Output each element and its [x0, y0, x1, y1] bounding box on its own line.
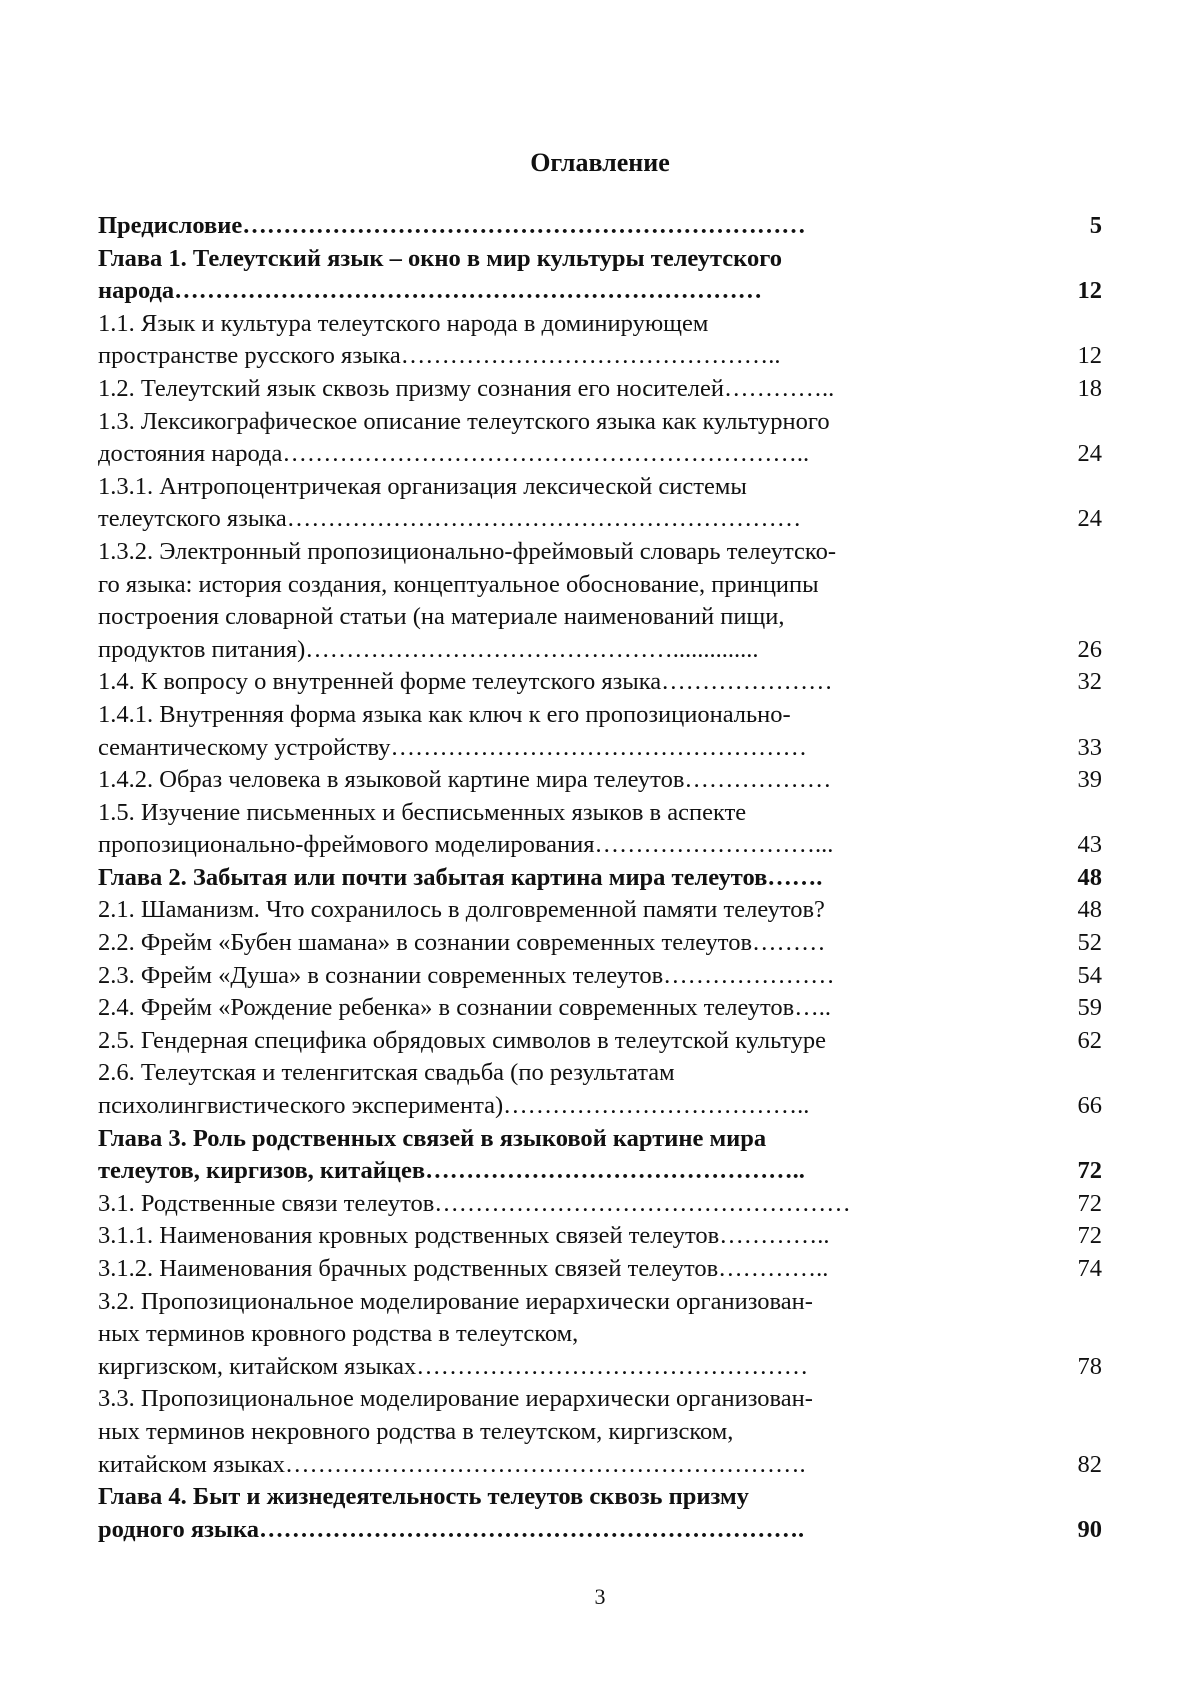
toc-entry-text: 3.3. Пропозициональное моделирование иерархически организован- — [98, 1385, 813, 1413]
toc-line — [98, 569, 1110, 602]
toc-page-number: 72 — [1077, 1222, 1102, 1250]
toc-page-number: 90 — [1077, 1515, 1102, 1543]
toc-line — [98, 1090, 1110, 1123]
toc-line — [98, 1383, 1110, 1416]
toc-line — [98, 862, 1110, 895]
toc-page-number: 72 — [1077, 1157, 1102, 1185]
toc-page-number: 12 — [1077, 277, 1102, 305]
toc-page-number-empty — [958, 569, 1110, 602]
toc-line — [98, 1514, 1110, 1547]
toc-page-number-empty — [958, 1481, 1110, 1514]
toc-page-number: 82 — [1077, 1450, 1102, 1478]
toc-page-number: 18 — [1077, 374, 1102, 402]
toc-entry-text: народа……………………………………………………………… — [98, 277, 763, 305]
toc-line — [98, 340, 1110, 373]
toc-page-number: 59 — [1077, 994, 1102, 1022]
toc-line — [98, 1188, 1110, 1221]
toc-page-number: 66 — [1077, 1092, 1102, 1120]
toc-page-number-empty — [958, 406, 1110, 439]
toc-line — [98, 1123, 1110, 1156]
toc-entry-text: 2.6. Телеутская и теленгитская свадьба (по результатам — [98, 1059, 675, 1087]
toc-page-number: 72 — [1077, 1189, 1102, 1217]
toc-page-number: 74 — [1077, 1255, 1102, 1282]
toc-entry-text: 3.1.2. Наименования брачных родственных связей телеутов………….. — [98, 1255, 829, 1282]
toc-line — [98, 1416, 1110, 1449]
toc-page-number-empty — [958, 699, 1110, 732]
toc-page-number: 48 — [1077, 863, 1102, 891]
toc-line — [98, 1253, 1110, 1286]
toc-entry-text: телеутов, киргизов, китайцев……………………………………….. — [98, 1157, 805, 1185]
toc-entry-text: пространстве русского языка……………………………………….. — [98, 342, 781, 370]
toc-line — [98, 732, 1110, 765]
toc-entry-text: 3.1. Родственные связи телеутов…………………………………………… — [98, 1189, 851, 1217]
toc-page-number-empty — [958, 797, 1110, 830]
toc-entry-text: пропозиционально-фреймового моделирования………………………... — [98, 831, 834, 859]
toc-page-number: 26 — [1077, 635, 1102, 663]
toc-page-number: 54 — [1077, 961, 1102, 989]
toc-page-number-empty — [958, 1383, 1110, 1416]
toc-line — [98, 666, 1110, 699]
toc-entry-text: Глава 2. Забытая или почти забытая картина мира телеутов……. — [98, 863, 823, 891]
toc-page-number: 24 — [1077, 440, 1102, 468]
toc-page-number: 78 — [1077, 1352, 1102, 1380]
toc-page-number: 48 — [1077, 896, 1102, 924]
toc-entry-text: Глава 4. Быт и жизнедеятельность телеутов сквозь призму — [98, 1483, 749, 1511]
toc-entry-text: Глава 1. Телеутский язык – окно в мир культуры телеутского — [98, 244, 782, 272]
toc-entry-text: 1.4.1. Внутренняя форма языка как ключ к его пропозиционально- — [98, 700, 791, 728]
toc-entry-text: 1.5. Изучение письменных и бесписьменных языков в аспекте — [98, 798, 747, 826]
toc-line — [98, 536, 1110, 569]
toc-line — [98, 243, 1110, 276]
toc-entry-text: 2.3. Фрейм «Душа» в сознании современных телеутов………………… — [98, 961, 835, 989]
toc-entry-text: киргизском, китайском языках………………………………………… — [98, 1352, 809, 1380]
toc-line — [98, 992, 1110, 1025]
toc-page-number-empty — [958, 1123, 1110, 1156]
toc-line — [98, 471, 1110, 504]
toc-line — [98, 210, 1110, 243]
toc-page-number: 33 — [1077, 733, 1102, 761]
toc-line — [98, 438, 1110, 471]
toc-entry-text: 1.4.2. Образ человека в языковой картине мира телеутов……………… — [98, 766, 832, 794]
toc-entry-text: 2.5. Гендерная специфика обрядовых символов в телеутской культуре — [98, 1026, 827, 1054]
toc-page-number: 43 — [1077, 831, 1102, 859]
toc-entry-text: 2.4. Фрейм «Рождение ребенка» в сознании современных телеутов….. — [98, 994, 831, 1022]
page-number: 3 — [594, 1584, 606, 1609]
toc-entry-text: Предисловие…………………………………………………………… — [98, 212, 806, 239]
toc-page-number-empty — [958, 1318, 1110, 1351]
toc-entry-text: ных терминов некровного родства в телеутском, киргизском, — [98, 1417, 734, 1445]
toc-entry-text: 3.1.1. Наименования кровных родственных связей телеутов………….. — [98, 1222, 830, 1250]
toc-line — [98, 601, 1110, 634]
toc-line — [98, 1057, 1110, 1090]
toc-entry-text: 2.1. Шаманизм. Что сохранилось в долговременной памяти телеутов? — [98, 896, 825, 924]
toc-line — [98, 764, 1110, 797]
toc-entry-text: 3.2. Пропозициональное моделирование иерархически организован- — [98, 1287, 813, 1315]
toc-line — [98, 634, 1110, 667]
toc-entry-text: продуктов питания)……………………………………….............. — [98, 635, 759, 663]
toc-page-number: 12 — [1077, 342, 1102, 370]
toc-entry-text: 1.3.2. Электронный пропозиционально-фреймовый словарь телеутско- — [98, 537, 836, 565]
toc-line — [98, 797, 1110, 830]
toc-page-number-empty — [958, 1416, 1110, 1449]
toc-line — [98, 1025, 1110, 1058]
toc-entry-text: психолингвистического эксперимента)……………………………….. — [98, 1092, 810, 1120]
toc-page-number-empty — [958, 1057, 1110, 1090]
toc-entry-text: китайском языках………………………………………………………. — [98, 1450, 806, 1478]
toc-line — [98, 699, 1110, 732]
toc-entry-text: построения словарной статьи (на материале наименований пищи, — [98, 603, 785, 631]
toc-line — [98, 829, 1110, 862]
toc-entry-text: Глава 3. Роль родственных связей в языковой картине мира — [98, 1124, 767, 1152]
toc-entry-text: семантическому устройству…………………………………………… — [98, 733, 807, 761]
table-of-contents — [98, 210, 1110, 1546]
toc-line — [98, 1220, 1110, 1253]
toc-line — [98, 1351, 1110, 1384]
toc-entry-text: телеутского языка……………………………………………………… — [98, 505, 802, 533]
toc-line — [98, 308, 1110, 341]
toc-page-number: 24 — [1077, 505, 1102, 533]
page-title: Оглавление — [530, 148, 670, 177]
toc-page-number-empty — [958, 471, 1110, 504]
toc-entry-text: 1.3.1. Антропоцентричекая организация лексической системы — [98, 472, 747, 500]
toc-page-number: 32 — [1077, 668, 1102, 696]
toc-entry-text: родного языка…………………………………………………………. — [98, 1515, 805, 1543]
toc-page-number-empty — [958, 1286, 1110, 1319]
toc-page-number: 39 — [1077, 766, 1102, 794]
toc-line — [98, 1449, 1110, 1482]
toc-line — [98, 1481, 1110, 1514]
toc-line — [98, 406, 1110, 439]
toc-page-number: 52 — [1077, 929, 1102, 957]
toc-entry-text: ных терминов кровного родства в телеутском, — [98, 1320, 579, 1348]
toc-line — [98, 894, 1110, 927]
toc-page-number-empty — [958, 308, 1110, 341]
toc-entry-text: 1.2. Телеутский язык сквозь призму сознания его носителей………….. — [98, 374, 835, 402]
toc-entry-text: 2.2. Фрейм «Бубен шамана» в сознании современных телеутов……… — [98, 929, 826, 957]
toc-line — [98, 927, 1110, 960]
toc-entry-text: 1.3. Лексикографическое описание телеутского языка как культурного — [98, 407, 830, 435]
toc-line — [98, 1155, 1110, 1188]
toc-line — [98, 275, 1110, 308]
toc-page-number-empty — [958, 243, 1110, 276]
toc-entry-text: достояния народа……………………………………………………….. — [98, 440, 810, 468]
toc-line — [98, 1318, 1110, 1351]
toc-page-number-empty — [958, 601, 1110, 634]
toc-page-number: 62 — [1077, 1026, 1102, 1054]
toc-entry-text: 1.4. К вопросу о внутренней форме телеутского языка………………… — [98, 668, 833, 696]
toc-page-number: 5 — [1089, 212, 1102, 239]
toc-line — [98, 503, 1110, 536]
toc-line — [98, 1286, 1110, 1319]
toc-entry-text: 1.1. Язык и культура телеутского народа в доминирующем — [98, 309, 709, 337]
toc-entry-text: го языка: история создания, концептуальное обоснование, принципы — [98, 570, 819, 598]
toc-line — [98, 960, 1110, 993]
toc-page-number-empty — [958, 536, 1110, 569]
toc-line — [98, 373, 1110, 406]
